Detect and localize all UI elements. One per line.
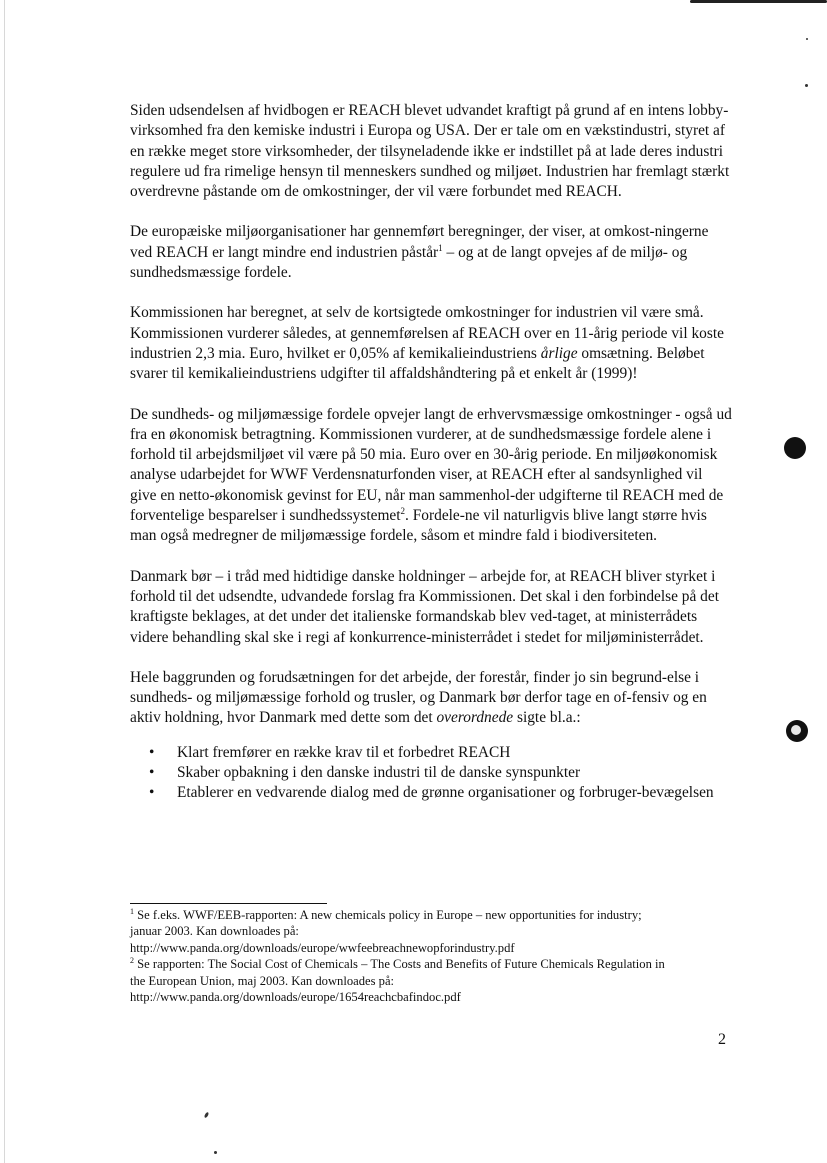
footnote-1-line-2: januar 2003. Kan downloades på: [130, 924, 299, 939]
footnote-1-line-1 [130, 907, 730, 923]
footnote-2-text: Se rapporten: The Social Cost of Chemicals – The Costs and Benefits of Future Chemicals Regulation in [134, 957, 665, 972]
scan-speck [204, 1112, 210, 1119]
paragraph-4 [130, 405, 732, 547]
paragraph-6-text-b: sigte bl.a.: [513, 709, 581, 727]
paragraph-6-emphasis: overordnede [436, 709, 514, 727]
scan-speck [806, 38, 808, 40]
footnote-separator [130, 903, 327, 904]
footnote-1-link: http://www.panda.org/downloads/europe/wwfeebreachnewopforindustry.pdf [130, 940, 515, 955]
document-body [130, 101, 732, 804]
footnote-2-line-2: the European Union, maj 2003. Kan downloades på: [130, 973, 395, 988]
bullet-list [130, 743, 732, 804]
paragraph-3-text-b: omsætning. Beløbet svarer til kemikalieindustriens udgifter til affaldshåndtering på et enkelt år (1999)! [130, 344, 705, 383]
footnote-1-mark: 1 [130, 906, 134, 916]
paragraph-2-text-a: De europæiske miljøorganisationer har gennemført beregninger, der viser, at omkost-ningerne ved REACH er langt mindre end industrien påstår [130, 223, 709, 261]
footnote-2-mark: 2 [130, 956, 134, 966]
paragraph-3 [130, 303, 732, 384]
footnote-ref-2: 2 [400, 505, 406, 516]
footnote-2-link: http://www.panda.org/downloads/europe/1654reachcbafindoc.pdf [130, 990, 461, 1005]
paragraph-2 [130, 222, 732, 283]
footnote-2-line-1 [130, 956, 730, 972]
footnote-1-text: Se f.eks. WWF/EEB-rapporten: A new chemicals policy in Europe – new opportunities for industry; [134, 908, 642, 922]
paragraph-3-emphasis: årlige [540, 344, 578, 362]
punch-hole-dot [784, 437, 806, 459]
paragraph-4-text-a: De sundheds- og miljømæssige fordele opvejer langt de erhvervsmæssige omkostninger - også ud fra en økonomisk betragtning. Kommissionen vurderer, at de sundhedsmæssige fordele alene i forhold til arbejdsmiljøet vil være på 50 mia. Euro over en 30-årig periode. En miljøøkonomisk analyse udarbejdet for WWF Verdensnaturfonden viser, at REACH efter al sandsynlighed vil give en netto-økonomisk gevinst for EU, når man sammenhol-der udgifterne til REACH med de forventelige besparelser i sundhedssystemet [130, 405, 732, 525]
paragraph-4-text-b: . Fordele-ne vil naturligvis blive langt større hvis man også medregner de miljømæssige fordele, såsom et mindre fald i biodiversiteten. [130, 507, 707, 545]
paragraph-6-text-a: Hele baggrunden og forudsætningen for det arbejde, der forestår, finder jo sin begrund-else i sundheds- og miljømæssige forhold og trusler, og Danmark bør derfor tage en of-fensiv og en aktiv holdning, hvor Danmark med dette som det [130, 668, 707, 727]
punch-hole-ring [786, 720, 808, 742]
paragraph-2-text-b: – og at de langt opvejes af de miljø- og sundhedsmæssige fordele. [130, 243, 688, 282]
list-item: • Skaber opbakning i den danske industri til de danske synspunkter [130, 763, 732, 783]
scan-artifact-left-edge [4, 0, 5, 1163]
page-number: 2 [718, 1031, 726, 1048]
list-item: • Klart fremfører en række krav til et forbedret REACH [130, 743, 732, 763]
scan-speck [214, 1151, 217, 1154]
paragraph-1: Siden udsendelsen af hvidbogen er REACH blevet udvandet kraftigt på grund af en intens lobby-virksomhed fra den kemiske industri i Europa og USA. Der er tale om en vækstindustri, styret af en række meget store virksomheder, der tilsyneladende ikke er indstillet på at lade deres industri regulere ud fra rimelige hensyn til menneskers sundhed og miljøet. Industrien har fremlagt stærkt overdrevne påstande om de omkostninger, der vil være forbundet med REACH. [130, 102, 730, 201]
paragraph-5: Danmark bør – i tråd med hidtidige danske holdninger – arbejde for, at REACH bliver styrket i forhold til det udsendte, udvandede forslag fra Kommissionen. Det skal i den forbindelse på det kraftigste beklages, at det under det italienske formandskab blev ved-taget, at ministerrådets videre behandling skal ske i regi af konkurrence-ministerrådet i stedet for miljøministerrådet. [130, 567, 719, 646]
scan-artifact-top-line [690, 0, 827, 3]
scan-speck [805, 84, 808, 87]
paragraph-6 [130, 668, 732, 729]
footnote-ref-1: 1 [438, 242, 443, 253]
paragraph-3-text-a: Kommissionen har beregnet, at selv de kortsigtede omkostninger for industrien vil være små. Kommissionen vurderer således, at gennemførelsen af REACH over en 11-årig periode vil koste industrien 2,3 mia. Euro, hvilket er 0,05% af kemikalieindustriens [130, 304, 724, 362]
list-item: • Etablerer en vedvarende dialog med de grønne organisationer og forbruger-bevægelsen [130, 783, 732, 803]
footnotes [130, 907, 730, 1005]
